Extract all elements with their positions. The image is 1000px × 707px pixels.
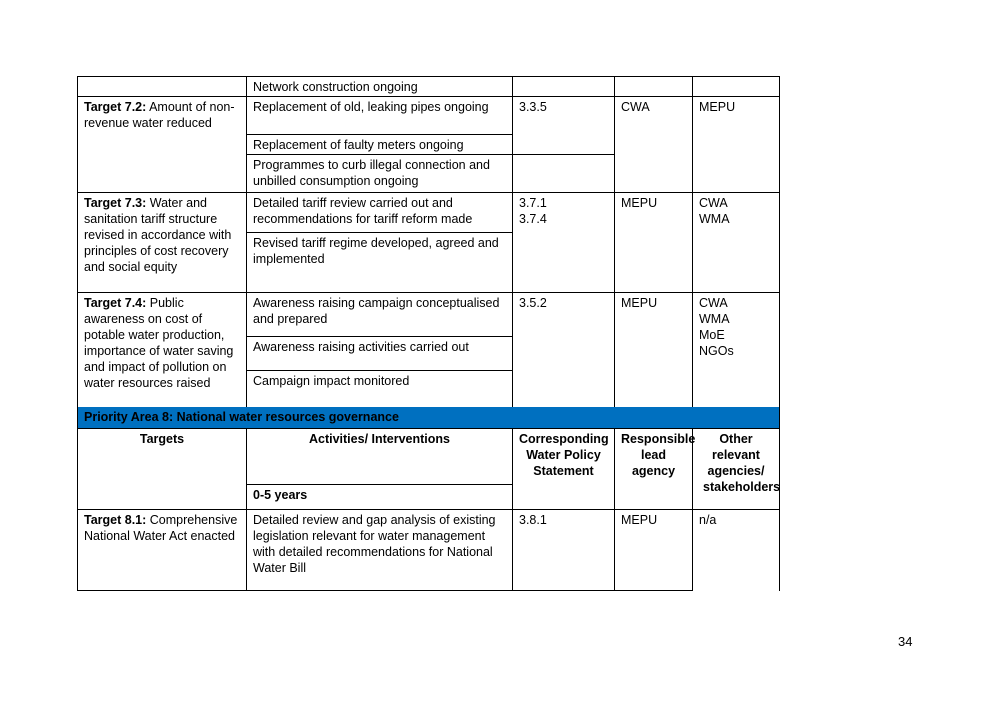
lead-text: MEPU xyxy=(621,296,658,310)
activity-cell xyxy=(246,96,512,134)
others-text: n/a xyxy=(699,513,717,527)
policy-text: 3.5.2 xyxy=(519,296,547,310)
header-policy xyxy=(512,428,614,509)
target-label: Target 8.1: xyxy=(84,513,147,527)
policy-text: 3.3.5 xyxy=(519,100,547,114)
activity-text: Awareness raising campaign conceptualised and prepared xyxy=(253,296,500,326)
header-policy-text: Corresponding Water Policy Statement xyxy=(519,432,609,478)
lead-cell xyxy=(614,96,692,192)
target-text: Comprehensive National Water Act enacted xyxy=(84,513,238,543)
policy-text: 3.7.1 xyxy=(519,196,547,210)
priority-area-title: Priority Area 8: National water resources governance xyxy=(84,410,399,424)
policy-cell xyxy=(512,192,614,292)
header-others-text: Other relevant agencies/ stakeholders xyxy=(703,432,781,494)
action-plan-table xyxy=(77,76,780,591)
header-period xyxy=(246,484,512,509)
lead-text: MEPU xyxy=(621,513,658,527)
target-text: Water and sanitation tariff structure revised in accordance with principles of cost recovery and social equity xyxy=(84,196,232,274)
target-7-3-cell xyxy=(77,192,246,292)
lead-text: MEPU xyxy=(621,196,658,210)
others-text: MoE xyxy=(699,328,725,342)
header-activities-text: Activities/ Interventions xyxy=(308,432,450,446)
lead-cell xyxy=(614,292,692,407)
activity-text: Programmes to curb illegal connection and unbilled consumption ongoing xyxy=(253,158,490,188)
others-text: CWA xyxy=(699,296,728,310)
header-lead-text: Responsible lead agency xyxy=(621,432,696,478)
target-7-2-cell xyxy=(77,96,246,192)
target-text: Amount of non-revenue water reduced xyxy=(84,100,235,130)
others-text: NGOs xyxy=(699,344,734,358)
target-7-4-cell xyxy=(77,292,246,407)
others-text: WMA xyxy=(699,312,730,326)
lead-cell xyxy=(614,509,692,591)
header-lead xyxy=(614,428,696,509)
activity-cell xyxy=(246,134,512,154)
lead-cell-empty xyxy=(614,76,692,96)
policy-cell xyxy=(512,509,614,591)
activity-text: Detailed review and gap analysis of existing legislation relevant for water management with detailed recommendations for National Water Bill xyxy=(253,513,496,575)
others-text: MEPU xyxy=(699,100,736,114)
header-targets xyxy=(77,428,246,509)
activity-text: Campaign impact monitored xyxy=(253,374,410,388)
header-targets-text: Targets xyxy=(139,432,185,446)
policy-text: 3.8.1 xyxy=(519,513,547,527)
others-cell xyxy=(692,192,780,292)
others-cell xyxy=(692,96,780,192)
activity-cell xyxy=(246,336,512,370)
activity-text: Network construction ongoing xyxy=(253,80,418,94)
policy-text: 3.7.4 xyxy=(519,212,547,226)
others-cell xyxy=(692,509,780,591)
page-number: 34 xyxy=(898,634,913,649)
lead-text: CWA xyxy=(621,100,650,114)
header-period-text: 0-5 years xyxy=(253,488,308,502)
activity-text: Detailed tariff review carried out and recommendations for tariff reform made xyxy=(253,196,473,226)
activity-text: Awareness raising activities carried out xyxy=(253,340,469,354)
activity-text: Revised tariff regime developed, agreed and implemented xyxy=(253,236,499,266)
header-activities xyxy=(246,428,512,484)
target-8-1-cell xyxy=(77,509,246,591)
activity-cell xyxy=(246,154,512,192)
activity-cell xyxy=(246,192,512,232)
policy-cell-empty xyxy=(512,76,614,96)
policy-cell xyxy=(512,292,614,407)
header-others xyxy=(692,428,780,509)
activity-text: Replacement of old, leaking pipes ongoing xyxy=(253,100,489,114)
target-text: Public awareness on cost of potable water production, importance of water saving and impact of pollution on water resources raised xyxy=(84,296,234,390)
activity-cell xyxy=(246,509,512,591)
others-cell-empty xyxy=(692,76,780,96)
lead-cell xyxy=(614,192,692,292)
policy-cell xyxy=(512,96,614,154)
policy-cell-empty xyxy=(512,154,614,192)
activity-cell xyxy=(246,370,512,407)
target-cell-empty xyxy=(77,76,246,96)
activity-cell xyxy=(246,232,512,292)
target-label: Target 7.3: xyxy=(84,196,147,210)
others-cell xyxy=(692,292,780,407)
activity-cell xyxy=(246,76,512,96)
activity-cell xyxy=(246,292,512,336)
priority-area-banner xyxy=(77,407,780,428)
others-text: CWA xyxy=(699,196,728,210)
activity-text: Replacement of faulty meters ongoing xyxy=(253,138,464,152)
target-label: Target 7.2: xyxy=(84,100,147,114)
target-label: Target 7.4: xyxy=(84,296,147,310)
others-text: WMA xyxy=(699,212,730,226)
